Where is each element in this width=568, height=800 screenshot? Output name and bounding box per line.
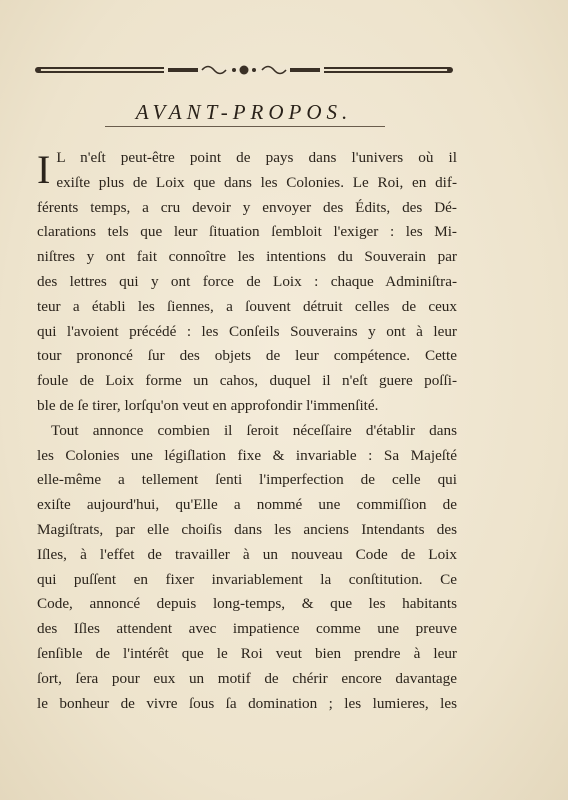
text-line: des Iſles attendent avec impatience comme une preuve <box>37 620 457 638</box>
text-line: exiſte aujourd'hui, qu'Elle a nommé une commiſſion de <box>37 496 457 514</box>
text-line: exiſte plus de Loix que dans les Colonies. Le Roi, en dif- <box>56 173 457 191</box>
text-line: tour prononcé ſur des objets de leur compétence. Cette <box>37 347 457 365</box>
page-title: AVANT-PROPOS. <box>135 100 353 124</box>
text-line: Iſles, à l'effet de travailler à un nouveau Code de Loix <box>37 545 457 563</box>
drop-cap: I <box>37 147 51 192</box>
text-line: qui puſſent en fixer invariablement la conſtitution. Ce <box>37 570 457 588</box>
text-line: les Colonies une légiſlation fixe & invariable : Sa Majeſté <box>37 446 457 464</box>
text-line: clarations tels que leur ſituation ſembloit l'exiger : les Mi- <box>37 223 457 241</box>
text-line: ble de ſe tirer, lorſqu'on veut en approfondir l'immenſité. <box>37 396 379 414</box>
text-line: teur a établi les ſiennes, a ſouvent détruit celles de ceux <box>37 297 457 315</box>
text-line: elle-même a tellement ſenti l'imperfection de celle qui <box>37 471 457 489</box>
text-line: des lettres qui y ont force de Loix : chaque Adminiſtra- <box>37 272 457 290</box>
paragraph-2 <box>37 419 457 717</box>
text-line: Code, annoncé depuis long-temps, & que les habitants <box>37 595 457 613</box>
body-text <box>37 146 457 716</box>
text-line: L n'eſt peut-être point de pays dans l'univers où il <box>56 149 457 166</box>
headpiece-ornament <box>34 62 454 78</box>
paragraph-1 <box>37 146 457 196</box>
title-underline <box>105 126 385 127</box>
text-line: ſort, ſera pour eux un motif de chérir encore davantage <box>37 669 457 687</box>
text-line: férents temps, a cru devoir y envoyer des Édits, des Dé- <box>37 198 457 216</box>
text-line: foule de Loix forme un cahos, duquel il n'eſt guere poſſi- <box>37 372 457 390</box>
text-line: Tout annonce combien il ſeroit néceſſaire d'établir dans <box>51 421 457 439</box>
text-line: le bonheur de vivre ſous ſa domination ; les lumieres, les <box>37 694 457 712</box>
text-line: ſenſible de l'intérêt que le Roi veut bien prendre à leur <box>37 644 457 662</box>
text-line: Magiſtrats, par elle choiſis dans les anciens Intendants des <box>37 520 457 538</box>
text-line: qui l'avoient précédé : les Conſeils Souverains y ont à leur <box>37 322 457 340</box>
text-line: niſtres y ont fait connoître les intentions du Souverain par <box>37 248 457 266</box>
